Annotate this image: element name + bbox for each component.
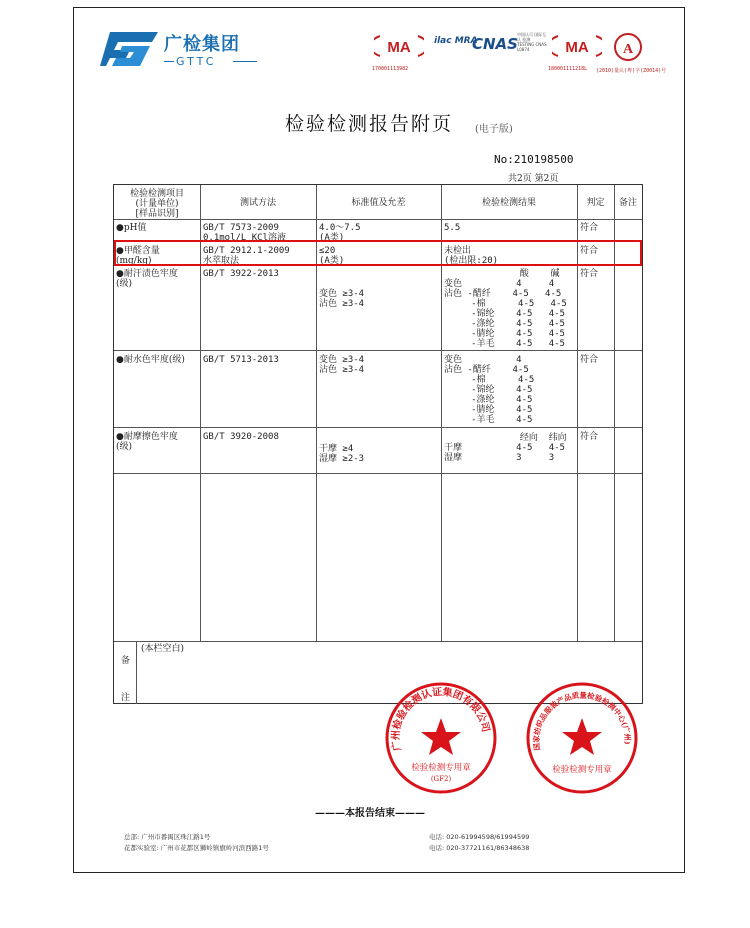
- header-note: 备注: [618, 198, 637, 208]
- cnas-mark: CNAS: [472, 35, 518, 53]
- svg-text:MA: MA: [387, 39, 411, 56]
- row-water-standard: 变色 ≥3-4 沾色 ≥3-4: [319, 355, 365, 375]
- ma-logo-icon: [552, 32, 602, 60]
- ma-mark-2: [548, 32, 602, 72]
- svg-text:广州检验检测认证集团有限公司: 广州检验检测认证集团有限公司: [390, 686, 491, 752]
- gttc-logo: [100, 28, 260, 74]
- gttc-official-stamp: [383, 680, 499, 796]
- ma-number-1: 170001113982: [372, 66, 409, 72]
- formaldehyde-row-highlight: [114, 240, 642, 266]
- row-ph-result: 5.5: [444, 223, 461, 233]
- ca-number: (2010)量认(粤)字(Z0014)号: [596, 68, 667, 74]
- report-end-marker: ———本报告结束———: [315, 808, 425, 819]
- footer-hq-phone: 电话: 020-61994598/61994599: [429, 833, 530, 841]
- row-water-result: 变色 4 沾色 -醋纤 4-5 -棉 4-5 -锦纶 4-5 -涤纶 4-5 -腈纶 4-5 -羊毛 4-5: [444, 355, 535, 425]
- ilac-mra-mark: ilac MRA: [434, 36, 478, 46]
- header-verdict: 判定: [586, 198, 605, 208]
- remarks-text: (本栏空白): [141, 644, 185, 654]
- report-page: [73, 7, 685, 873]
- header-item: 检验检测项目 (计量单位) [样品识别]: [129, 189, 184, 219]
- row-perspiration-result: 酸 碱 变色 4 4 沾色 -醋纤 4-5 4-5 -棉 4-5 4-5 -锦纶 4-5 4-5 -涤纶 4-5 4-5 -腈纶 4-5 4-5 -羊毛 4-5 4-5: [444, 269, 567, 349]
- ma-number-2: 180001111218L: [548, 66, 588, 72]
- row-rubbing-standard: 干摩 ≥4 湿摩 ≥2-3: [319, 444, 365, 464]
- svg-text:检验检测专用章: 检验检测专用章: [411, 763, 471, 773]
- footer-lab-phone: 电话: 020-37721161/86348638: [429, 844, 530, 852]
- row-perspiration-item: ●耐汗渍色牢度 (级): [116, 269, 178, 289]
- stamp-star-icon: [421, 718, 461, 755]
- gttc-logo-icon: [100, 28, 158, 70]
- report-title: 检验检测报告附页: [285, 113, 454, 135]
- row-ph-standard: 4.0～7.5 (A类): [319, 223, 361, 243]
- ma-mark-1: [372, 32, 424, 72]
- row-rubbing-item: ●耐摩擦色牢度 (级): [116, 432, 178, 452]
- row-perspiration-standard: 变色 ≥3-4 沾色 ≥3-4: [319, 289, 365, 309]
- header-method: 测试方法: [239, 198, 276, 208]
- cnas-caption: 中国认可 国际互认 检测 TESTING CNAS L0874: [517, 32, 547, 52]
- row-perspiration-verdict: 符合: [580, 269, 599, 279]
- page-counter: 共2页 第2页: [508, 174, 559, 184]
- remarks-label-top: 备: [121, 656, 131, 666]
- national-center-stamp: [524, 680, 640, 796]
- footer-lab-address: 花都实验室: 广州市花都区狮岭镇旗岭河滨西路1号: [124, 844, 269, 852]
- row-water-method: GB/T 5713-2013: [203, 355, 279, 365]
- logo-chinese-name: 广检集团: [164, 34, 240, 55]
- row-water-item: ●耐水色牢度(级): [116, 355, 185, 365]
- svg-text:检验检测专用章: 检验检测专用章: [552, 765, 612, 775]
- stamp-star-icon: [562, 718, 602, 755]
- ma-logo-icon: [374, 32, 424, 60]
- row-rubbing-verdict: 符合: [580, 432, 599, 442]
- svg-text:MA: MA: [565, 39, 589, 56]
- logo-english-name: GTTC: [176, 55, 217, 68]
- row-formaldehyde-verdict: 符合: [580, 246, 599, 256]
- report-number: No:210198500: [494, 153, 574, 166]
- svg-text:国家纺织品服装产品质量检验检测中心(广州): 国家纺织品服装产品质量检验检测中心(广州): [531, 690, 633, 752]
- header-standard: 标准值及允差: [351, 198, 406, 208]
- row-formaldehyde-standard: ≤20 (A类): [319, 246, 345, 266]
- row-rubbing-result: 经向 纬向 干摩 4-5 4-5 湿摩 3 3: [444, 433, 567, 463]
- row-ph-item: ●pH值: [116, 223, 147, 233]
- footer-hq-address: 总部: 广州市番禺区珠江路1号: [124, 833, 211, 841]
- row-water-verdict: 符合: [580, 355, 599, 365]
- svg-text:(GF2): (GF2): [430, 775, 452, 783]
- report-title-suffix: (电子版): [475, 124, 513, 135]
- row-ph-method: GB/T 7573-2009 0.1mol/L KCl溶液: [203, 223, 287, 243]
- header-result: 检验检测结果: [481, 198, 536, 208]
- row-perspiration-method: GB/T 3922-2013: [203, 269, 279, 279]
- row-formaldehyde-item: ●甲醛含量 (mg/kg): [116, 246, 160, 266]
- row-formaldehyde-method: GB/T 2912.1-2009 水萃取法: [203, 246, 290, 266]
- remarks-label-bottom: 注: [121, 693, 131, 703]
- row-formaldehyde-result: 未检出 (检出限:20): [444, 246, 499, 266]
- svg-text:A: A: [622, 42, 634, 57]
- row-rubbing-method: GB/T 3920-2008: [203, 432, 279, 442]
- ca-mark: [596, 32, 667, 74]
- row-ph-verdict: 符合: [580, 223, 599, 233]
- cal-logo-icon: [610, 32, 646, 64]
- certification-marks: [372, 32, 667, 78]
